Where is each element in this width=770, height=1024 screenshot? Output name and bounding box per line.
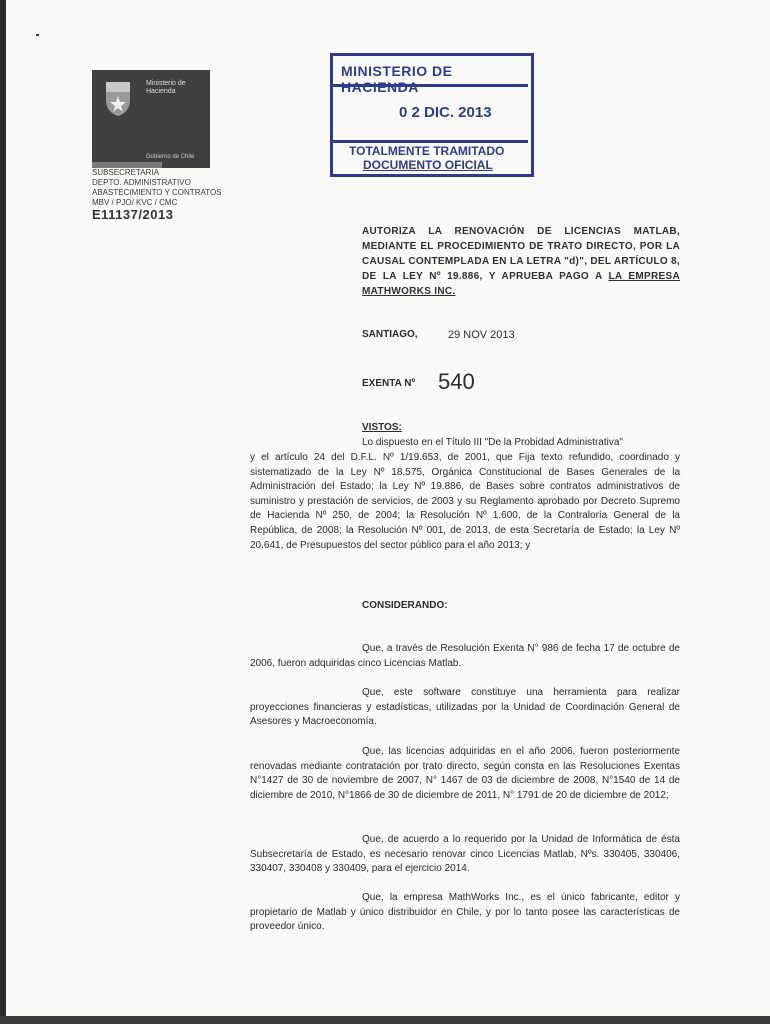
- subject-text: AUTORIZA LA RENOVACIÓN DE LICENCIAS MATLAB, MEDIANTE EL PROCEDIMIENTO DE TRATO DIRECTO, POR LA CAUSAL CONTEMPLADA EN LA LETRA "d)", DEL ARTÍCULO 8, DE LA LEY Nº 19.886, Y APRUEBA PAGO A: [362, 226, 680, 282]
- scan-speck: [36, 34, 39, 36]
- logo-footer: Gobierno de Chile: [146, 154, 195, 160]
- city-label: SANTIAGO,: [362, 329, 418, 340]
- vistos-body: y el artículo 24 del D.F.L. Nº 1/19.653, de 2001, que Fija texto refundido, coordinado y sistematizado de la Ley Nº 18.575, Orgánica Constitucional de Bases Generales de la Administración del Estado; la Ley Nº 19.886, de Bases sobre contratos administrativos de suministro y prestación de servicios, de 2003 y su Reglamento aprobado por Decreto Supremo de Hacienda Nº 250, de 2004; la Resolución Nº 1.600, de la Contraloría General de la República, de 2008; la Resolución Nº 001, de 2013, de esta Secretaría de Estado; la Ley Nº 20.641, de Presupuestos del sector público para el año 2013; y: [250, 452, 680, 551]
- exenta-number: 540: [438, 369, 475, 394]
- org-unit: [92, 168, 222, 208]
- logo-line-2: Hacienda: [146, 88, 176, 95]
- reference-number: E11137/2013: [92, 207, 174, 222]
- considerando-2: Que, este software constituye una herramienta para realizar proyecciones financieras y estadísticas, utilizadas por la Unidad de Coordinación General de Asesores y Macroeconomía.: [250, 687, 680, 728]
- resolution-subject: [362, 224, 680, 299]
- stamp-divider-bottom: [330, 140, 528, 143]
- considerando-5: Que, la empresa MathWorks Inc., es el único fabricante, editor y propietario de Matlab y único distribuidor en Chile, y por lo tanto posee las características de proveedor único.: [250, 892, 680, 933]
- exenta-label: EXENTA Nº: [362, 378, 416, 389]
- org-line-3: ABASTECIMIENTO Y CONTRATOS: [92, 188, 222, 197]
- vistos-heading: VISTOS:: [362, 422, 402, 433]
- considerando-heading: CONSIDERANDO:: [362, 600, 448, 611]
- stamp-status-2: DOCUMENTO OFICIAL: [363, 158, 493, 172]
- considerando-3: Que, las licencias adquiridas en el año 2006, fueron posteriormente renovadas mediante contratación por trato directo, según consta en las Resoluciones Exentas N°1427 de 30 de noviembre de 2007, N° 1467 de 03 de diciembre de 2008, N°1540 de 14 de diciembre de 2010, N°1866 de 30 de diciembre de 2011, N° 1791 de 20 de diciembre de 2012;: [250, 746, 680, 801]
- scan-edge-bottom: [0, 1016, 770, 1024]
- scan-edge-left: [0, 0, 6, 1024]
- official-stamp: [330, 53, 534, 177]
- vistos-lead: Lo dispuesto en el Título III "De la Probidad Administrativa": [362, 437, 623, 448]
- ministry-logo: [92, 70, 210, 168]
- resolution-date: 29 NOV 2013: [448, 329, 515, 341]
- org-line-2: DEPTO. ADMINISTRATIVO: [92, 178, 191, 187]
- stamp-title: MINISTERIO DE HACIENDA: [341, 63, 453, 95]
- stamp-status: TOTALMENTE TRAMITADO: [349, 144, 505, 158]
- org-line-1: SUBSECRETARIA: [92, 168, 159, 177]
- considerando-4: Que, de acuerdo a lo requerido por la Unidad de Informática de ésta Subsecretaría de Estado, es necesario renovar cinco Licencias Matlab, Nºs. 330405, 330406, 330407, 330408 y 330409, para el ejercicio 2014.: [250, 834, 680, 875]
- coat-of-arms-icon: [100, 78, 136, 118]
- stamp-date: 0 2 DIC. 2013: [399, 104, 492, 121]
- logo-text: [146, 80, 186, 96]
- logo-line-1: Ministerio de: [146, 80, 186, 87]
- org-line-4: MBV / PJO/ KVC / CMC: [92, 198, 178, 207]
- subject-company: LA EMPRESA MATHWORKS INC.: [362, 271, 680, 297]
- considerando-1: Que, a través de Resolución Exenta N° 986 de fecha 17 de octubre de 2006, fueron adquiridas cinco Licencias Matlab.: [250, 643, 680, 669]
